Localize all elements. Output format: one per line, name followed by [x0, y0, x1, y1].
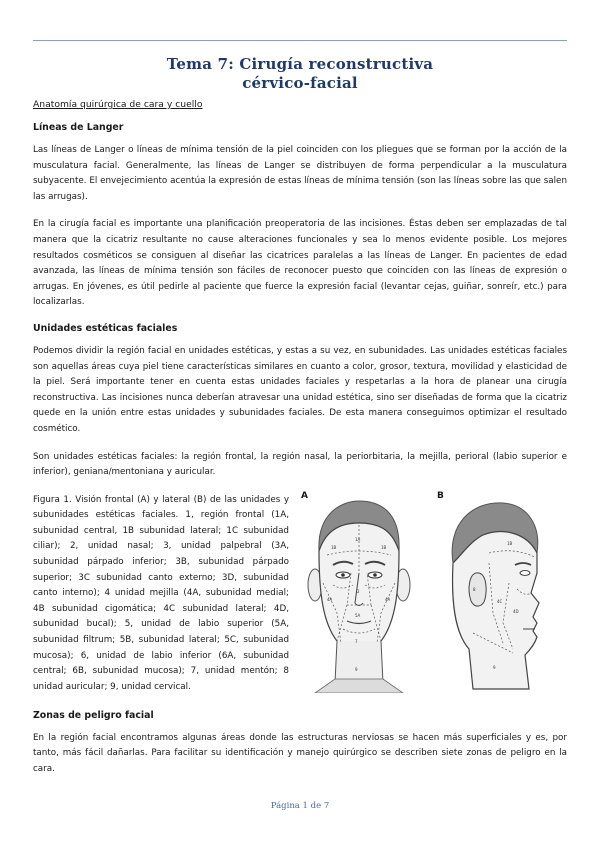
units-heading: Unidades estéticas faciales — [33, 322, 178, 334]
svg-text:8: 8 — [473, 586, 476, 592]
langer-paragraph-1: Las líneas de Langer o líneas de mínima tensión de la piel coinciden con los pliegues que se forman por la acción de la musculatura facial. Generalmente, las líneas de Langer se distribuyen de forma perpendicular a la musculatura subyacente. El envejecimiento acentúa la expresión de estas líneas de mínima tensión (son las líneas sobre las que salen las arrugas). — [33, 145, 567, 202]
danger-paragraph-1: En la región facial encontramos algunas áreas donde las estructuras nerviosas se hacen más superficiales y es, por tanto, más fácil dañarlas. Para facilitar su identificación y manejo quirúrgico se describen siete zonas de peligro en la cara. — [33, 732, 567, 774]
svg-text:9: 9 — [355, 666, 358, 672]
anatomy-heading: Anatomía quirúrgica de cara y cuello — [33, 99, 203, 110]
page-title-line-1: Tema 7: Cirugía reconstructiva — [166, 55, 434, 73]
page-number: Página 1 de 7 — [270, 801, 330, 811]
svg-text:1B: 1B — [381, 544, 387, 550]
langer-paragraph-2: En la cirugía facial es importante una planificación preoperatoria de las incisiones. Éstas deben ser emplazadas de tal manera que la cicatriz resultante no cause alteraciones funcionales y sea lo menos evidente posible. Los mejores resultados cosméticos se consiguen al diseñar las cicatrices paralelas a las líneas de Langer. En pacientes de edad avanzada, las líneas de mínima tensión son fáciles de reconocer puesto que coinciden con las líneas de expresión o arrugas. En jóvenes, es útil pedirle al paciente que fuerce la expresión facial (levantar cejas, guiñar, sonreír, etc.) para localizarlas. — [33, 219, 567, 308]
face-lateral-illustration — [433, 490, 557, 693]
figure-caption: Figura 1. Visión frontal (A) y lateral (B) de las unidades y subunidades estéticas faciales. 1, región frontal (1A, subunidad central, 1B subunidad lateral; 1C subunidad ciliar); 2, unidad nasal; 3, unidad palpebral (3A, subunidad párpado inferior; 3B, subunidad párpado superior; 3C subunidad canto externo; 3D, subunidad canto interno); 4 unidad mejilla (4A, subunidad medial; 4B subunidad cigomática; 4C subunidad lateral; 4D, subunidad bucal); 5, unidad de labio superior (5A, subunidad filtrum; 5B, subunidad lateral; 5C, subunidad mucosa); 6, unidad de labio inferior (6A, subunidad central; 6B, subunidad mucosa); 7, unidad mentón; 8 unidad auricular; 9, unidad cervical. — [33, 494, 289, 692]
svg-text:4A: 4A — [385, 596, 391, 602]
svg-text:4C: 4C — [497, 598, 503, 604]
header-rule — [33, 40, 567, 41]
units-paragraph-2: Son unidades estéticas faciales: la región frontal, la región nasal, la periorbitaria, la mejilla, perioral (labio superior e inferior), geniana/mentoniana y auricular. — [33, 451, 567, 478]
svg-text:4A: 4A — [327, 596, 333, 602]
figure-label-b: B — [437, 490, 444, 501]
face-frontal-illustration — [297, 490, 421, 693]
page-title-line-2: cérvico-facial — [242, 74, 358, 92]
units-paragraph-1: Podemos dividir la región facial en unidades estéticas, y estas a su vez, en subunidades. Las unidades estéticas faciales son aquellas áreas cuya piel tiene características similares en cuanto a color, grosor, textura, movilidad y elasticidad de la piel. Será importante tener en cuenta estas unidades faciales y respetarlas a la hora de planear una cirugía reconstructiva. Las incisiones nunca deberían atravesar una unidad estética, sino ser diseñadas de forma que la cicatriz quede en la unión entre estas unidades y subunidades faciales. De esta manera conseguimos optimizar el resultado cosmético. — [33, 345, 567, 434]
document-body — [33, 99, 567, 789]
svg-text:4D: 4D — [513, 608, 519, 614]
danger-heading: Zonas de peligro facial — [33, 709, 154, 721]
figure-label-a: A — [301, 490, 308, 501]
langer-heading: Líneas de Langer — [33, 122, 124, 133]
svg-text:5A: 5A — [355, 612, 361, 618]
svg-text:2: 2 — [357, 588, 360, 594]
figure-1 — [33, 490, 567, 698]
svg-text:7: 7 — [355, 638, 358, 644]
page-title — [33, 55, 567, 93]
svg-text:1B: 1B — [331, 544, 337, 550]
svg-text:9: 9 — [493, 664, 496, 670]
svg-text:1B: 1B — [507, 540, 513, 546]
svg-text:1A: 1A — [355, 536, 361, 542]
